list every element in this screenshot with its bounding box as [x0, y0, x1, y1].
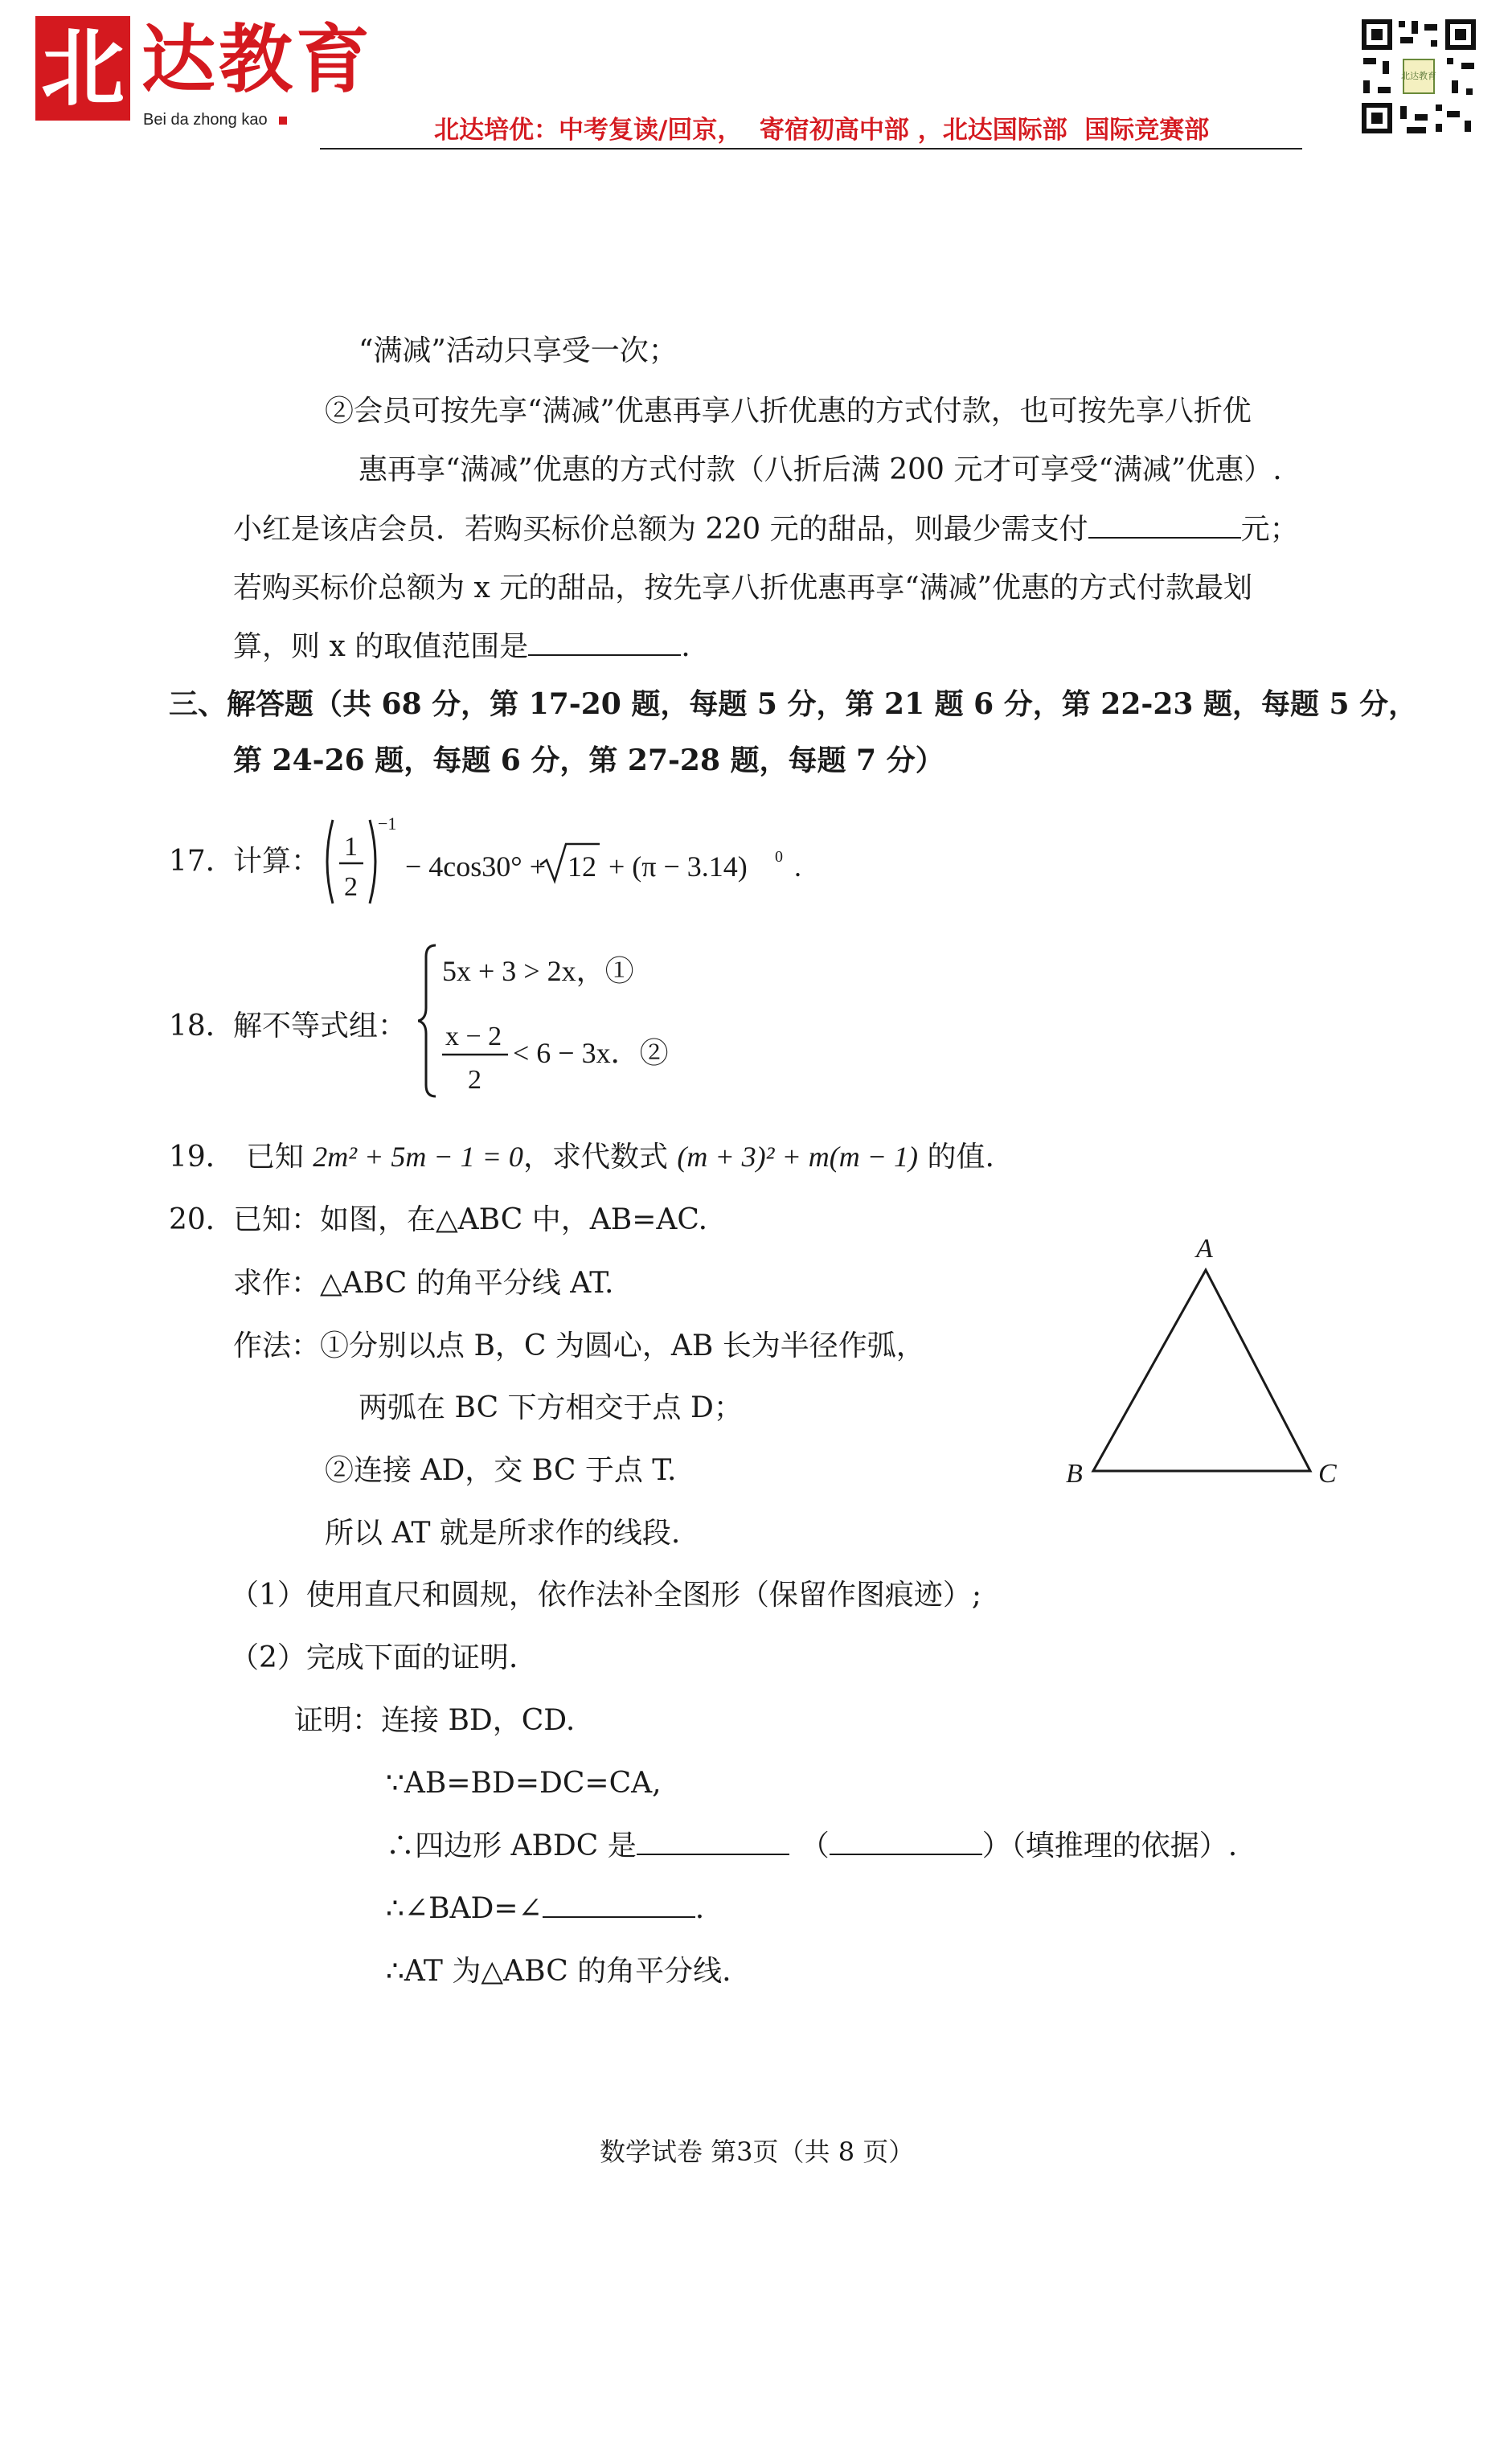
header-slogan: 北达培优：中考复读/回京， 寄宿初高中部 ，北达国际部 国际竞赛部 [434, 116, 1210, 145]
answer-blank[interactable] [528, 630, 681, 656]
proof-line-1: ∵AB=BD=DC=CA, [386, 1767, 662, 1800]
q20-method-1: 作法：①分别以点 B，C 为圆心，AB 长为半径作弧， [233, 1329, 925, 1362]
svg-text:−1: −1 [378, 813, 397, 834]
logo-subtitle: Bei da zhong kao [143, 111, 287, 129]
logo-text: 达教育 [141, 16, 374, 103]
section-title: 三、解答题（共 68 分，第 17-20 题，每题 5 分，第 21 题 6 分，第 22-23 题，每题 5 分， [169, 687, 1418, 721]
q16-line5: 若购买标价总额为 x 元的甜品，按先享八折优惠再享“满减”优惠的方式付款最划 [233, 572, 1252, 604]
q19-line: 19． 已知 2m² + 5m − 1 = 0，求代数式 (m + 3)² + m(m − 1) 的值. [169, 1141, 994, 1174]
q16-line1: “满减”活动只享受一次； [359, 334, 678, 367]
vertex-b-label: B [1066, 1459, 1083, 1489]
svg-text:− 4cos30° +: − 4cos30° + [405, 850, 553, 883]
svg-text:1: 1 [344, 832, 358, 862]
vertex-a-label: A [1196, 1234, 1213, 1264]
answer-blank[interactable] [1088, 513, 1241, 539]
q16-line4: 小红是该店会员．若购买标价总额为 220 元的甜品，则最少需支付 元； [233, 513, 1299, 546]
header-rule [320, 148, 1302, 150]
proof-line-4: ∴AT 为△ABC 的角平分线. [386, 1955, 731, 1988]
q20-number: 20． [169, 1203, 235, 1236]
q17-label: 计算： [233, 845, 321, 878]
q18-label: 解不等式组： [233, 1010, 408, 1043]
qr-caption: 北达教育 [1401, 71, 1436, 81]
svg-text:< 6 − 3x．②: < 6 − 3x．② [513, 1037, 669, 1069]
svg-text:+ (π − 3.14): + (π − 3.14) [601, 850, 748, 883]
q16-line3: 惠再享“满减”优惠的方式付款（八折后满 200 元才可享受“满减”优惠）. [359, 453, 1282, 486]
q20-part1: （1）使用直尺和圆规，依作法补全图形（保留作图痕迹）; [230, 1579, 982, 1612]
q20-part2: （2）完成下面的证明. [230, 1641, 518, 1674]
page-footer: 数学试卷 第3页（共 8 页） [600, 2137, 915, 2167]
proof-line-3: ∴∠BAD=∠ . [386, 1892, 705, 1925]
svg-text:2: 2 [468, 1065, 481, 1095]
svg-text:12: 12 [568, 850, 596, 883]
svg-text:5x + 3 > 2x，①: 5x + 3 > 2x，① [442, 955, 634, 987]
triangle-figure [1061, 1230, 1350, 1495]
q16-line2: ②会员可按先享“满减”优惠再享八折优惠的方式付款，也可按先享八折优 [325, 395, 1252, 428]
svg-text:.: . [794, 850, 801, 883]
q20-method-2: 两弧在 BC 下方相交于点 D； [359, 1391, 743, 1424]
qr-code-icon [1358, 16, 1479, 137]
q20-method-4: 所以 AT 就是所求作的线段. [325, 1517, 681, 1550]
q17-expression [322, 812, 820, 916]
answer-blank[interactable] [830, 1829, 982, 1855]
q18-system [418, 940, 707, 1101]
vertex-c-label: C [1318, 1459, 1337, 1489]
svg-text:x − 2: x − 2 [445, 1022, 502, 1051]
q18-number: 18． [169, 1010, 235, 1043]
q16-line6: 算，则 x 的取值范围是 . [233, 630, 690, 663]
q20-task: 求作：△ABC 的角平分线 AT. [233, 1267, 614, 1300]
svg-text:2: 2 [344, 872, 358, 902]
answer-blank[interactable] [543, 1892, 695, 1918]
svg-text:0: 0 [775, 848, 783, 866]
q20-given: 已知：如图，在△ABC 中，AB=AC. [233, 1203, 708, 1236]
logo-mark: 北 [35, 16, 130, 121]
proof-line-2: ∴四边形 ABDC 是 （ ）（填推理的依据）. [386, 1829, 1238, 1862]
q20-method-3: ②连接 AD，交 BC 于点 T. [325, 1454, 677, 1487]
section-title-2: 第 24-26 题，每题 6 分，第 27-28 题，每题 7 分） [233, 744, 944, 777]
answer-blank[interactable] [637, 1829, 789, 1855]
proof-line-0: 证明：连接 BD，CD. [294, 1704, 576, 1737]
q17-number: 17． [169, 845, 235, 878]
